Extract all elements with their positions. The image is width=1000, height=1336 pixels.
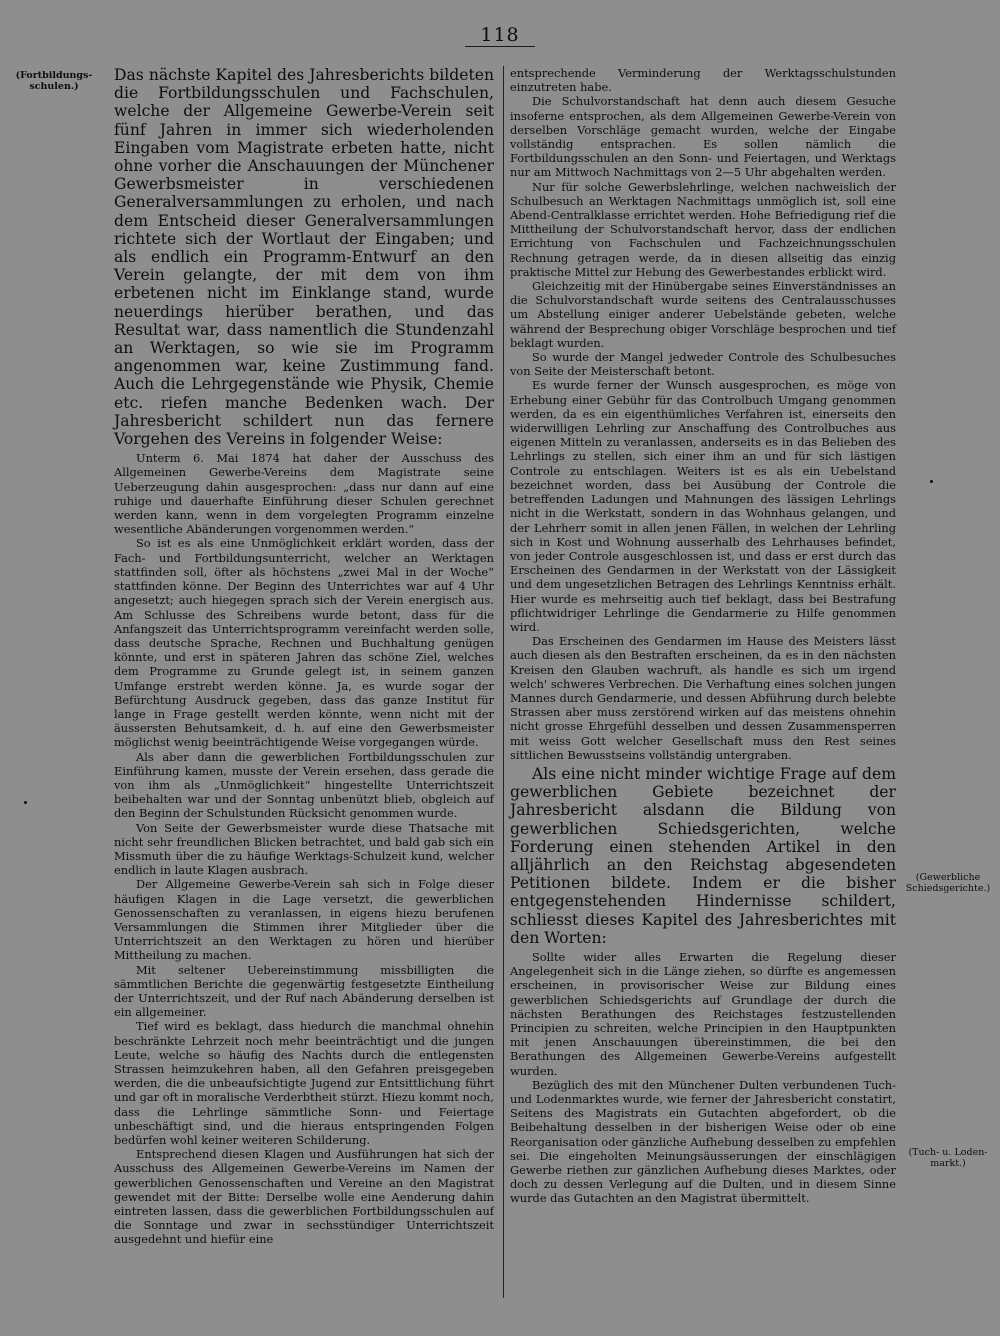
paragraph: Der Allgemeine Gewerbe-Verein sah sich in Folge dieser häufigen Klagen in die Lage versetzt, die gewerblichen Genossenschaften zu veranlassen, in eigens hiezu berufenen Versammlungen die Stimmen ihrer Mitglieder über die Unterrichtszeit an den Werktagen zu hören und hierüber Mittheilung zu machen.: [114, 877, 494, 963]
paragraph: Das nächste Kapitel des Jahresberichts bildeten die Fortbildungsschulen und Fachschulen, welche der Allgemeine Gewerbe-Verein seit fünf Jahren in immer sich wiederholenden Eingaben vom Magistrate erbeten hatte, nicht ohne vorher die Anschauungen der Münchener Gewerbsmeister in verschiedenen Generalversammlungen zu erholen, und nach dem Entscheid dieser Generalversammlungen richtete sich der Wortlaut der Eingaben; und als endlich ein Programm-Entwurf an den Verein gelangte, der mit dem von ihm erbetenen nicht im Einklange stand, wurde neuerdings hierüber berathen, und das Resultat war, dass namentlich die Stundenzahl an Werktagen, so wie sie im Programm angenommen war, keine Zustimmung fand. Auch die Lehrgegenstände wie Physik, Chemie etc. riefen manche Bedenken wach. Der Jahresbericht schildert nun das fernere Vorgehen des Vereins in folgender Weise:: [114, 66, 494, 449]
paragraph: Als eine nicht minder wichtige Frage auf dem gewerblichen Gebiete bezeichnet der Jahresbericht alsdann die Bildung von gewerblichen Schiedsgerichten, welche Forderung einen stehenden Artikel in den alljährlich an den Reichstag abgesendeten Petitionen bildete. Indem er die bisher entgegenstehenden Hindernisse schildert, schliesst dieses Kapitel des Jahresberichtes mit den Worten:: [510, 764, 896, 947]
margin-note-schiedsgerichte: (Gewerbliche Schiedsgerichte.): [905, 872, 991, 894]
header-rule: [465, 46, 535, 47]
paragraph: Bezüglich des mit den Münchener Dulten verbundenen Tuch- und Lodenmarktes wurde, wie ferner der Jahresbericht constatirt, Seitens des Magistrats ein Gutachten abgefordert, ob die Beibehaltung desselben in der bisherigen Weise oder ob eine Reorganisation oder gänzliche Aufhebung desselben zu empfehlen sei. Die eingeholten Meinungsäusserungen der einschlägigen Gewerbe riethen zur gänzlichen Aufhebung dieses Marktes, oder doch zu dessen Verlegung auf die Dulten, und in diesem Sinne wurde das Gutachten an den Magistrat übermittelt.: [510, 1077, 896, 1206]
page-number: 118: [480, 24, 520, 46]
paragraph: Gleichzeitig mit der Hinübergabe seines Einverständnisses an die Schulvorstandschaft wurde seitens des Centralausschusses um Abstellung einiger anderer Uebelstände gebeten, welche während der Besprechung obiger Vorschläge besprochen und tief beklagt wurden.: [510, 279, 896, 350]
paragraph: Nur für solche Gewerbslehrlinge, welchen nachweislich der Schulbesuch an Werktagen Nachmittags unmöglich ist, soll eine Abend-Centralklasse errichtet werden. Hohe Befriedigung rief die Mittheilung der Schulvorstandschaft hervor, dass der endlichen Errichtung von Fachschulen und Fachzeichnungsschulen Rechnung getragen werde, da in diesen allseitig das einzig praktische Mittel zur Hebung des Gewerbestandes erblickt wird.: [510, 179, 896, 279]
paragraph: Das Erscheinen des Gendarmen im Hause des Meisters lässt auch diesen als den Bestraften erscheinen, da es in den nächsten Kreisen den Glauben wachruft, als handle es sich um irgend welch' schweres Verbrechen. Die Verhaftung eines solchen jungen Mannes durch Gendarmerie, und dessen Abführung durch belebte Strassen aber muss zerstörend wirken auf das meistens ohnehin nicht grosse Ehrgefühl desselben und dessen Zusammensperren mit weiss Gott welcher Gesellschaft muss den Rest seines sittlichen Bewusstseins vollständig untergraben.: [510, 634, 896, 762]
paragraph: Von Seite der Gewerbsmeister wurde diese Thatsache mit nicht sehr freundlichen Blicken betrachtet, und bald gab sich ein Missmuth über die zu häufige Werktags-Schulzeit kund, welcher endlich in laute Klagen ausbrach.: [114, 820, 494, 878]
paragraph: Sollte wider alles Erwarten die Regelung dieser Angelegenheit sich in die Länge ziehen, so dürfte es angemessen erscheinen, in provisorischer Weise zur Bildung eines gewerblichen Schiedsgerichts auf Grundlage der durch die nächsten Berathungen des Reichstages festzustellenden Principien zu schreiten, welche Principien in den Hauptpunkten mit jenen Anschauungen übereinstimmen, die bei den Berathungen des Allgemeinen Gewerbe-Vereins aufgestellt wurden.: [510, 949, 896, 1078]
paragraph: Unterm 6. Mai 1874 hat daher der Ausschuss des Allgemeinen Gewerbe-Vereins dem Magistrate seine Ueberzeugung dahin ausgesprochen: „dass nur dann auf eine ruhige und dauerhafte Einführung dieser Schulen gerechnet werden kann, wenn in dem vorgelegten Programm einzelne wesentliche Abänderungen vorgenommen werden.“: [114, 451, 494, 537]
column-divider: [503, 66, 504, 1298]
paragraph: Entsprechend diesen Klagen und Ausführungen hat sich der Ausschuss des Allgemeinen Gewerbe-Vereins im Namen der gewerblichen Genossenschaften und Vereine an den Magistrat gewendet mit der Bitte: Derselbe wolle eine Aenderung dahin eintreten lassen, dass die gewerblichen Fortbildungsschulen auf die Sonntage und zwar in sechsstündiger Unterrichtszeit ausgedehnt und hiefür eine: [114, 1147, 494, 1247]
margin-note-fortbildungsschulen: (Fortbildungs-schulen.): [15, 70, 93, 92]
margin-note-tuch-lodenmarkt: (Tuch- u. Loden-markt.): [908, 1147, 988, 1169]
paragraph: Mit seltener Uebereinstimmung missbilligten die sämmtlichen Berichte die gegenwärtig festgesetzte Eintheilung der Unterrichtszeit, und der Ruf nach Abänderung derselben ist ein allgemeiner.: [114, 962, 494, 1020]
paragraph: entsprechende Verminderung der Werktagsschulstunden einzutreten habe.: [510, 66, 896, 95]
print-speck: [930, 480, 933, 483]
paragraph: Als aber dann die gewerblichen Fortbildungsschulen zur Einführung kamen, musste der Verein ersehen, dass gerade die von ihm als „Unmöglichkeit“ hingestellte Unterrichtszeit beibehalten war und der Sonntag unbenützt blieb, obgleich auf den Beginn der Schulstunden Rücksicht genommen wurde.: [114, 749, 494, 821]
print-speck: [24, 801, 27, 804]
paragraph: Die Schulvorstandschaft hat denn auch diesem Gesuche insoferne entsprochen, als dem Allgemeinen Gewerbe-Verein von derselben Vorschläge gemacht wurden, welche der Eingabe vollständig entsprachen. Es sollen nämlich die Fortbildungsschulen an den Sonn- und Feiertagen, und Werktags nur am Mittwoch Nachmittags von 2—5 Uhr abgehalten werden.: [510, 94, 896, 180]
paragraph: Tief wird es beklagt, dass hiedurch die manchmal ohnehin beschränkte Lehrzeit noch mehr beeinträchtigt und die jungen Leute, welche so häufig des Nachts durch die entlegensten Strassen heimzukehren haben, all den Gefahren preisgegeben werden, die die unbeaufsichtigte Jugend zur Entsittlichung führt und gar oft in moralische Verderbtheit stürzt. Hiezu kommt noch, dass die Lehrlinge sämmtliche Sonn- und Feiertage unbeschäftigt sind, und die hieraus entspringenden Folgen bedürfen wohl keiner weiteren Schilderung.: [114, 1019, 494, 1148]
paragraph: Es wurde ferner der Wunsch ausgesprochen, es möge von Erhebung einer Gebühr für das Controlbuch Umgang genommen werden, da es ein eigenthümliches Verfahren ist, einerseits den widerwilligen Lehrling zur Anschaffung des Controlbuches aus eigenen Mitteln zu veranlassen, anderseits es in das Belieben des Lehrlings zu stellen, sich einer ihm an und für sich lästigen Controle zu entschlagen. Weiters ist es als ein Uebelstand bezeichnet worden, dass bei Ausübung der Controle die betreffenden Ladungen und Mahnungen des lässigen Lehrlings nicht in die Werkstatt, sondern in das Wohnhaus gelangen, und der Lehrherr somit in allen jenen Fällen, in welchen der Lehrling sich in Kost und Wohnung ausserhalb des Lehrhauses befindet, von jeder Controle ausgeschlossen ist, und dass er erst durch das Erscheinen des Gendarmen in der Werkstatt von der Lässigkeit und dem ungesetzlichen Betragen des Lehrlings Kenntniss erhält. Hier wurde es mehrseitig auch tief beklagt, dass bei Bestrafung pflichtwidriger Lehrlinge die Gendarmerie zu Hilfe genommen wird.: [510, 378, 896, 634]
paragraph: So ist es als eine Unmöglichkeit erklärt worden, dass der Fach- und Fortbildungsunterricht, welcher an Werktagen stattfinden soll, öfter als höchstens „zwei Mal in der Woche“ stattfinden könne. Der Beginn des Unterrichtes war auf 4 Uhr angesetzt; auch hiegegen sprach sich der Verein energisch aus. Am Schlusse des Schreibens wurde betont, dass für die Anfangszeit das Unterrichtsprogramm vereinfacht werden solle, dass deutsche Sprache, Rechnen und Buchhaltung genügen könnte, und erst in späteren Jahren das schöne Ziel, welches dem Programme zu Grunde gelegt ist, in seinem ganzen Umfange erstrebt werden könne. Ja, es wurde sogar der Befürchtung Ausdruck gegeben, dass das ganze Institut für lange in Frage gestellt werden könnte, wenn nicht mit der äussersten Behutsamkeit, d. h. auf eine den Gewerbsmeister möglichst wenig beeinträchtigende Weise vorgegangen würde.: [114, 536, 494, 750]
paragraph: So wurde der Mangel jedweder Controle des Schulbesuches von Seite der Meisterschaft betont.: [510, 350, 896, 379]
left-column: [114, 66, 494, 1247]
right-column: [510, 66, 896, 1206]
